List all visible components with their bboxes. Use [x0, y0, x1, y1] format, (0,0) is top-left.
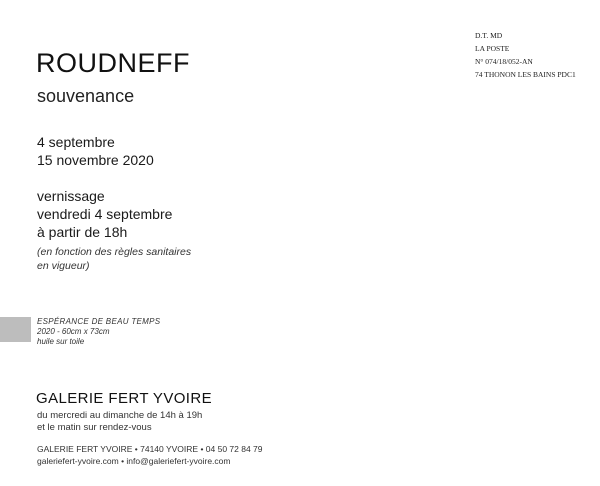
artwork-details: 2020 - 60cm x 73cm	[37, 327, 110, 336]
gallery-hours-line2: et le matin sur rendez-vous	[37, 422, 152, 433]
artist-name: ROUDNEFF	[36, 48, 190, 78]
postage-block	[475, 29, 576, 81]
postage-line: 74 THONON LES BAINS PDC1	[475, 70, 576, 79]
artwork-title: ESPÉRANCE DE BEAU TEMPS	[37, 317, 161, 326]
exhibition-title: souvenance	[37, 86, 135, 106]
postage-line: D.T. MD	[475, 31, 503, 40]
opening-label: vernissage	[37, 188, 105, 204]
gallery-name: GALERIE FERT YVOIRE	[36, 390, 212, 407]
gallery-hours-line1: du mercredi au dimanche de 14h à 19h	[37, 410, 203, 421]
artwork-swatch	[0, 317, 31, 342]
gallery-contact[interactable]: galeriefert-yvoire.com • info@galeriefert-yvoire.com	[37, 456, 231, 466]
postage-line: N° 074/18/052-AN	[475, 57, 533, 66]
gallery-address: GALERIE FERT YVOIRE • 74140 YVOIRE • 04 50 72 84 79	[37, 444, 263, 454]
postage-line: LA POSTE	[475, 44, 510, 53]
opening-time: à partir de 18h	[37, 224, 128, 240]
artwork-medium: huile sur toile	[37, 337, 85, 346]
sanitary-note-line2: en vigueur)	[37, 260, 90, 272]
start-date: 4 septembre	[37, 134, 115, 150]
opening-day: vendredi 4 septembre	[37, 206, 173, 222]
sanitary-note-line1: (en fonction des règles sanitaires	[37, 246, 192, 258]
end-date: 15 novembre 2020	[37, 152, 154, 168]
